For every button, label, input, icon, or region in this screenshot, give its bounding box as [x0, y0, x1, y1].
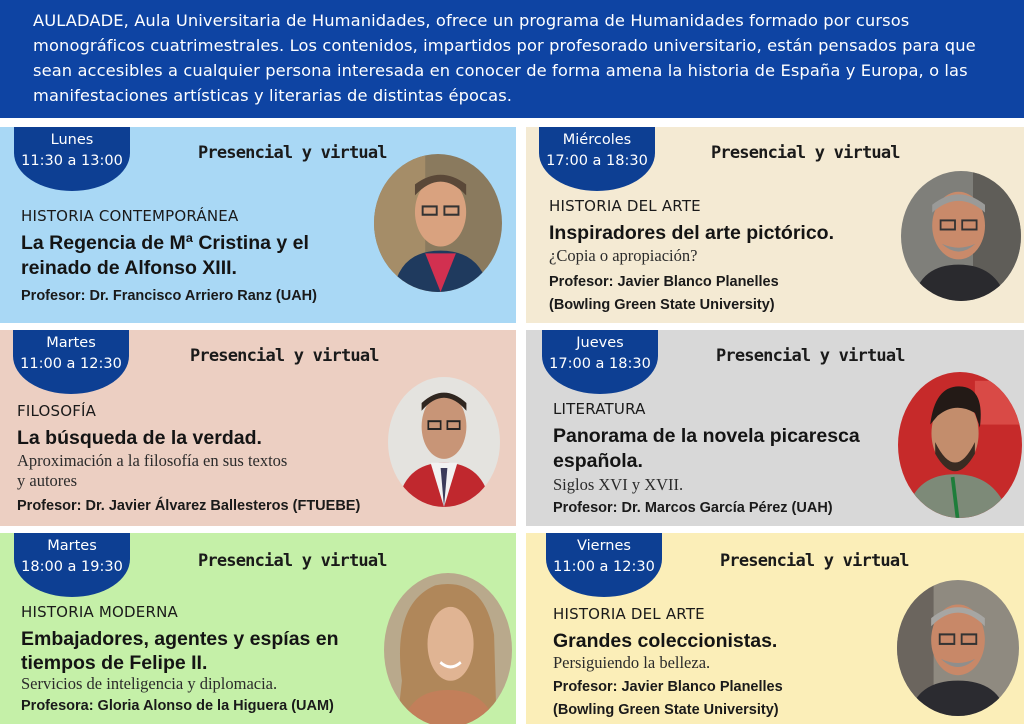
course-professor: Profesor: Javier Blanco Planelles: [553, 679, 783, 695]
course-title-line-1: Embajadores, agentes y espías en: [21, 628, 339, 650]
professor-photo: [897, 580, 1019, 716]
course-professor: Profesora: Gloria Alonso de la Higuera (UAM): [21, 698, 334, 714]
professor-photo: [388, 377, 500, 507]
course-title-line-2: española.: [553, 450, 643, 472]
professor-photo: [901, 171, 1021, 301]
schedule-badge: [539, 127, 655, 191]
course-day: Martes: [46, 335, 96, 351]
schedule-badge: [14, 127, 130, 191]
course-area: FILOSOFÍA: [17, 402, 97, 420]
course-mode: Presencial y virtual: [711, 143, 900, 163]
course-professor-affiliation: (Bowling Green State University): [553, 702, 779, 718]
course-time: 17:00 a 18:30: [549, 356, 651, 372]
course-day: Lunes: [50, 132, 94, 148]
course-card-lunes: [0, 127, 516, 323]
schedule-badge: [542, 330, 658, 394]
course-card-martes-tarde: [0, 533, 516, 724]
course-day: Martes: [47, 538, 97, 554]
course-title-line-1: Panorama de la novela picaresca: [553, 425, 860, 447]
course-professor: Profesor: Javier Blanco Planelles: [549, 274, 779, 290]
course-professor: Profesor: Dr. Francisco Arriero Ranz (UAH): [21, 288, 317, 304]
course-card-jueves: [526, 330, 1024, 526]
course-day: Miércoles: [562, 132, 632, 148]
intro-banner: [0, 0, 1024, 118]
professor-photo: [374, 154, 502, 292]
course-title-line-1: Inspiradores del arte pictórico.: [549, 222, 834, 244]
course-card-martes-manana: [0, 330, 516, 526]
course-professor: Profesor: Dr. Marcos García Pérez (UAH): [553, 500, 833, 516]
course-subtitle-line-2: y autores: [17, 471, 78, 490]
course-time: 17:00 a 18:30: [546, 153, 648, 169]
course-professor-affiliation: (Bowling Green State University): [549, 297, 775, 313]
course-area: HISTORIA DEL ARTE: [549, 197, 701, 215]
schedule-badge: [14, 533, 130, 597]
course-subtitle: Persiguiendo la belleza.: [553, 653, 711, 672]
schedule-badge: [13, 330, 129, 394]
course-mode: Presencial y virtual: [720, 551, 909, 571]
course-title-line-1: Grandes coleccionistas.: [553, 630, 778, 652]
course-area: HISTORIA CONTEMPORÁNEA: [21, 207, 239, 225]
course-card-miercoles: [526, 127, 1024, 323]
course-time: 11:00 a 12:30: [20, 356, 122, 372]
course-time: 11:00 a 12:30: [553, 559, 655, 575]
professor-photo: [898, 372, 1022, 518]
course-area: HISTORIA DEL ARTE: [553, 605, 705, 623]
course-day: Viernes: [577, 538, 631, 554]
course-title-line-1: La búsqueda de la verdad.: [17, 427, 262, 449]
course-title-line-1: La Regencia de Mª Cristina y el: [21, 232, 309, 254]
intro-text: AULADADE, Aula Universitaria de Humanidades, ofrece un programa de Humanidades formado por cursos monográficos cuatrimestrales. Los contenidos, impartidos por profesorado universitario, están pensados para que sean accesibles a cualquier persona interesada en conocer de forma amena la historia de España y Europa, o las manifestaciones artísticas y literarias de distintas épocas.: [33, 11, 976, 105]
professor-photo: [384, 573, 512, 724]
course-card-viernes: [526, 533, 1024, 724]
course-area: HISTORIA MODERNA: [21, 603, 178, 621]
course-day: Jueves: [576, 335, 624, 351]
course-subtitle: Siglos XVI y XVII.: [553, 475, 684, 494]
schedule-badge: [546, 533, 662, 597]
course-time: 11:30 a 13:00: [21, 153, 123, 169]
course-professor: Profesor: Dr. Javier Álvarez Ballesteros (FTUEBE): [17, 498, 361, 514]
course-area: LITERATURA: [553, 400, 646, 418]
course-title-line-2: reinado de Alfonso XIII.: [21, 257, 237, 279]
course-subtitle-line-1: Aproximación a la filosofía en sus textos: [17, 451, 288, 470]
course-mode: Presencial y virtual: [198, 143, 387, 163]
course-mode: Presencial y virtual: [198, 551, 387, 571]
course-time: 18:00 a 19:30: [21, 559, 123, 575]
course-title-line-2: tiempos de Felipe II.: [21, 652, 208, 674]
course-mode: Presencial y virtual: [716, 346, 905, 366]
course-mode: Presencial y virtual: [190, 346, 379, 366]
course-subtitle: Servicios de inteligencia y diplomacia.: [21, 674, 278, 693]
course-subtitle: ¿Copia o apropiación?: [549, 246, 698, 265]
